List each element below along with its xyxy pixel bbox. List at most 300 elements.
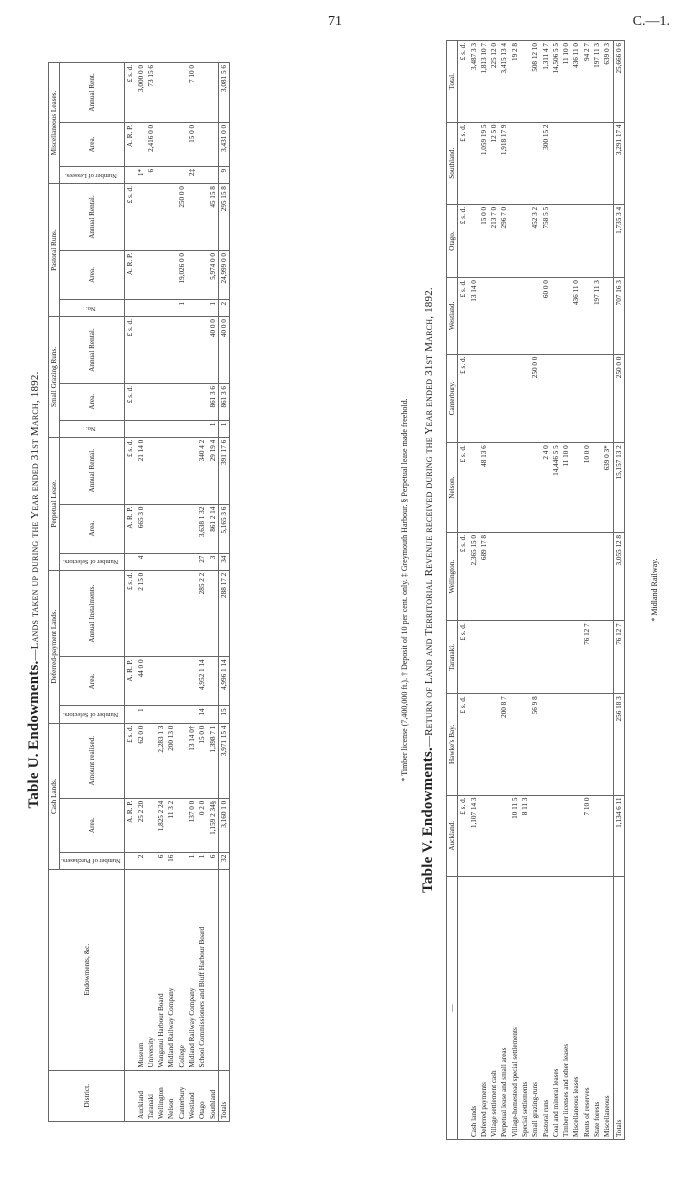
table-cell: 11 10 0 <box>561 41 571 123</box>
table-cell: 3,000 0 0 <box>136 63 146 123</box>
table-cell: 1 <box>208 299 219 316</box>
table-cell: 15 0 0 <box>187 122 197 166</box>
table-cell <box>541 354 551 443</box>
table-cell: 15 0 0 <box>197 723 207 798</box>
table-cell <box>510 443 520 533</box>
table-cell: 1,825 2 24 <box>156 798 166 852</box>
table-cell <box>177 553 187 570</box>
table-cell: 1,159 2 34§ <box>208 798 219 852</box>
table-cell: 48 13 6 <box>479 443 489 533</box>
unit-label: £ s. d. <box>458 278 469 354</box>
table-cell <box>187 657 197 706</box>
total-cell: 40 0 0 <box>218 317 229 384</box>
table-cell <box>208 706 219 723</box>
table-cell <box>156 706 166 723</box>
table-cell <box>592 532 602 620</box>
table-cell <box>520 443 530 533</box>
table-cell: 6 <box>156 852 166 869</box>
table-cell <box>166 706 176 723</box>
table-cell <box>136 317 146 384</box>
table-cell <box>499 443 509 533</box>
table-cell: College <box>177 869 187 1070</box>
table-row <box>479 41 489 1140</box>
table-cell: 8 11 3 <box>520 795 530 876</box>
total-cell: 295 15 8 <box>218 184 229 251</box>
table-v-column-header <box>447 41 458 1140</box>
table-cell <box>146 723 156 798</box>
unit-label: £ s. d. <box>458 41 469 123</box>
unit-label: A. R. P. <box>125 798 136 852</box>
total-cell: 5,165 3 6 <box>218 504 229 553</box>
table-cell <box>187 437 197 504</box>
table-cell: University <box>146 869 156 1070</box>
table-cell <box>592 122 602 204</box>
col-header-label: Number of Lessees. <box>65 171 118 179</box>
table-u-units <box>125 63 136 1122</box>
col-header: Area. <box>60 657 125 706</box>
table-cell: 225 12 0 <box>489 41 499 123</box>
table-cell: 19,026 0 0 <box>177 250 187 299</box>
table-cell <box>187 383 197 420</box>
table-cell: Timber licenses and other leases <box>561 877 571 1140</box>
unit-label: A. R. P. <box>125 250 136 299</box>
table-cell <box>187 504 197 553</box>
table-cell: 137 0 0 <box>187 798 197 852</box>
table-cell <box>499 795 509 876</box>
table-u-title: Table U. Endowments.—Lands taken up during the Year ended 31st March, 1892. <box>26 371 42 809</box>
group-header: Perpetual Lease. <box>49 437 60 570</box>
table-cell <box>602 278 613 354</box>
table-row <box>592 41 602 1140</box>
table-cell <box>489 354 499 443</box>
table-row <box>489 41 499 1140</box>
col-header: Otago. <box>447 204 458 277</box>
table-cell: 13 14 0 <box>469 278 479 354</box>
table-cell: Nelson <box>166 1070 176 1121</box>
table-cell <box>510 621 520 694</box>
table-cell <box>499 354 509 443</box>
col-header-label: Number of Selectors. <box>63 558 119 566</box>
table-cell <box>602 204 613 277</box>
table-cell <box>177 420 187 437</box>
table-cell: 452 3 2 <box>530 204 540 277</box>
table-cell <box>551 694 561 795</box>
table-cell: 285 2 2 <box>197 570 207 657</box>
table-cell <box>479 278 489 354</box>
table-cell: 6 <box>208 852 219 869</box>
table-cell: 62 0 0 <box>136 723 146 798</box>
total-cell: Totals <box>218 1070 229 1121</box>
table-cell <box>156 657 166 706</box>
table-cell: 200 13 0 <box>166 723 176 798</box>
table-cell: 15 0 0 <box>479 204 489 277</box>
table-cell: 1,107 14 3 <box>469 795 479 876</box>
table-cell: 340 4 2 <box>197 437 207 504</box>
col-header: Endowments, &c. <box>49 869 125 1070</box>
table-cell <box>561 204 571 277</box>
table-cell <box>530 278 540 354</box>
table-cell <box>156 317 166 384</box>
table-cell <box>156 299 166 316</box>
col-header: Area. <box>60 798 125 852</box>
table-cell: 1* <box>136 166 146 183</box>
table-cell <box>561 532 571 620</box>
total-cell: 2 <box>218 299 229 316</box>
table-cell <box>177 706 187 723</box>
table-cell <box>146 706 156 723</box>
table-cell <box>520 278 530 354</box>
table-cell <box>166 504 176 553</box>
table-cell <box>166 184 176 251</box>
table-cell <box>530 795 540 876</box>
total-cell: 24,999 0 0 <box>218 250 229 299</box>
table-cell <box>561 354 571 443</box>
table-row <box>208 63 219 1122</box>
table-cell <box>146 299 156 316</box>
table-cell <box>208 869 219 1070</box>
table-cell: 300 15 2 <box>541 122 551 204</box>
table-cell <box>177 657 187 706</box>
table-cell <box>571 621 581 694</box>
table-cell: 76 12 7 <box>582 621 592 694</box>
table-cell: 3,638 1 32 <box>197 504 207 553</box>
col-header <box>60 706 125 723</box>
table-cell <box>177 122 187 166</box>
table-cell: 60 0 0 <box>541 278 551 354</box>
table-cell: 436 11 0 <box>571 278 581 354</box>
total-cell: 391 17 6 <box>218 437 229 504</box>
total-cell: Totals <box>613 877 624 1140</box>
table-cell: Otago <box>197 1070 207 1121</box>
table-cell <box>166 63 176 123</box>
col-header: Area. <box>60 122 125 166</box>
document-reference: C.—1. <box>632 14 670 29</box>
group-header: Pastoral Runs. <box>49 184 60 317</box>
col-header <box>60 553 125 570</box>
table-cell <box>208 570 219 657</box>
table-cell: Southland <box>208 1070 219 1121</box>
unit-label <box>125 166 136 183</box>
col-header <box>60 852 125 869</box>
table-cell: 3,415 13 4 <box>499 41 509 123</box>
table-cell: Midland Railway Company <box>187 869 197 1070</box>
total-cell: 288 17 2 <box>218 570 229 657</box>
unit-label: £ s. d. <box>125 437 136 504</box>
table-cell: 40 0 0 <box>208 317 219 384</box>
table-cell <box>197 420 207 437</box>
table-cell <box>602 621 613 694</box>
table-cell: Rents of reserves <box>582 877 592 1140</box>
table-cell: 1,398 7 1 <box>208 723 219 798</box>
totals-row <box>613 41 624 1140</box>
table-cell: 25 2 20 <box>136 798 146 852</box>
table-cell <box>479 354 489 443</box>
total-cell: 861 3 6 <box>218 383 229 420</box>
table-cell <box>571 532 581 620</box>
table-cell <box>136 250 146 299</box>
table-row <box>187 63 197 1122</box>
table-cell: 639 0 3 <box>602 41 613 123</box>
table-cell: School Commissioners and Bluff Harbour Board <box>197 869 207 1070</box>
table-cell <box>187 184 197 251</box>
unit-label: £ s. d. <box>125 383 136 420</box>
table-u-group-header <box>49 63 60 1122</box>
table-cell: 5,974 0 0 <box>208 250 219 299</box>
unit-label: £ s. d. <box>458 122 469 204</box>
table-cell <box>561 795 571 876</box>
total-cell: 76 12 7 <box>613 621 624 694</box>
table-cell: 1 <box>187 852 197 869</box>
table-cell: 29 19 4 <box>208 437 219 504</box>
table-cell: Cash lands <box>469 877 479 1140</box>
col-header <box>60 299 125 316</box>
table-cell <box>520 621 530 694</box>
table-cell <box>469 443 479 533</box>
table-cell <box>197 317 207 384</box>
table-cell <box>166 553 176 570</box>
col-header: Annual Rental. <box>60 184 125 251</box>
table-cell <box>146 437 156 504</box>
col-header: Amount realised. <box>60 723 125 798</box>
table-cell <box>469 122 479 204</box>
table-cell: 1 <box>208 420 219 437</box>
table-cell <box>156 420 166 437</box>
table-cell: 2,365 15 0 <box>469 532 479 620</box>
table-cell <box>551 621 561 694</box>
table-row <box>499 41 509 1140</box>
unit-label: £ s. d. <box>125 63 136 123</box>
table-cell <box>177 570 187 657</box>
table-cell <box>156 504 166 553</box>
table-cell: 2 4 0 <box>541 443 551 533</box>
table-cell: 2,416 0 0 <box>146 122 156 166</box>
table-cell <box>489 621 499 694</box>
table-cell <box>177 317 187 384</box>
table-cell <box>156 553 166 570</box>
table-cell <box>520 204 530 277</box>
table-cell <box>602 795 613 876</box>
table-cell <box>561 621 571 694</box>
table-row <box>166 63 176 1122</box>
table-cell: 1 <box>136 706 146 723</box>
table-cell <box>197 122 207 166</box>
table-cell <box>582 204 592 277</box>
table-cell <box>197 184 207 251</box>
table-cell: Perpetual lease and small areas <box>499 877 509 1140</box>
totals-row <box>218 63 229 1122</box>
table-cell <box>177 63 187 123</box>
table-cell: Auckland <box>136 1070 146 1121</box>
table-cell <box>479 694 489 795</box>
table-cell <box>187 570 197 657</box>
col-header: Annual Rental. <box>60 317 125 384</box>
table-cell <box>166 437 176 504</box>
unit-label <box>125 706 136 723</box>
table-cell: 197 11 3 <box>592 278 602 354</box>
table-cell: 3 <box>208 553 219 570</box>
table-cell <box>166 250 176 299</box>
table-cell <box>489 694 499 795</box>
table-cell <box>499 278 509 354</box>
table-cell: Miscellaneous leases <box>571 877 581 1140</box>
col-header-label: Number of Purchasers. <box>61 857 122 865</box>
table-cell: 861 3 6 <box>208 383 219 420</box>
table-cell: 4 <box>136 553 146 570</box>
table-cell <box>489 795 499 876</box>
table-cell <box>592 354 602 443</box>
table-cell <box>208 166 219 183</box>
table-cell: 2,283 1 3 <box>156 723 166 798</box>
total-cell: 3,055 12 8 <box>613 532 624 620</box>
col-header: — <box>447 877 458 1140</box>
table-cell <box>187 706 197 723</box>
table-cell: 14,446 5 5 <box>551 443 561 533</box>
table-cell: 94 2 7 <box>582 41 592 123</box>
table-cell <box>187 317 197 384</box>
total-cell: 3,291 17 4 <box>613 122 624 204</box>
table-cell <box>166 420 176 437</box>
col-header-label: No. <box>86 304 96 312</box>
table-cell <box>602 694 613 795</box>
table-cell: 21 14 0 <box>136 437 146 504</box>
table-cell <box>551 532 561 620</box>
table-cell: 19 2 8 <box>510 41 520 123</box>
unit-label: £ s. d. <box>458 354 469 443</box>
table-cell <box>551 795 561 876</box>
table-cell: 250 0 0 <box>530 354 540 443</box>
table-cell <box>551 204 561 277</box>
unit-label <box>125 299 136 316</box>
unit-label: A. R. P. <box>125 122 136 166</box>
table-cell <box>541 621 551 694</box>
unit-label <box>125 869 136 1070</box>
total-cell: 25,666 0 6 <box>613 41 624 123</box>
table-cell <box>156 383 166 420</box>
table-u-body <box>136 63 230 1122</box>
table-cell <box>510 354 520 443</box>
table-row <box>520 41 530 1140</box>
table-cell: 2 <box>136 852 146 869</box>
unit-label: £ s. d. <box>458 795 469 876</box>
table-cell: Wanganui Harbour Board <box>156 869 166 1070</box>
group-header: Cash Lands. <box>49 723 60 869</box>
table-cell: 0 2 0 <box>197 798 207 852</box>
table-cell <box>156 63 166 123</box>
table-cell <box>561 694 571 795</box>
table-cell <box>177 852 187 869</box>
table-cell: 436 11 0 <box>571 41 581 123</box>
table-cell: 758 5 5 <box>541 204 551 277</box>
table-u <box>48 62 230 1122</box>
table-cell: 44 0 0 <box>136 657 146 706</box>
total-cell: 707 16 3 <box>613 278 624 354</box>
table-cell <box>582 532 592 620</box>
col-header: Area. <box>60 383 125 420</box>
table-cell <box>208 122 219 166</box>
table-cell <box>510 278 520 354</box>
table-cell: Wellington <box>156 1070 166 1121</box>
table-cell <box>146 383 156 420</box>
table-cell <box>146 504 156 553</box>
table-cell: 7 10 0 <box>187 63 197 123</box>
table-cell <box>551 122 561 204</box>
table-cell <box>571 354 581 443</box>
table-cell: 3,487 3 3 <box>469 41 479 123</box>
group-header: Small Grazing Runs. <box>49 317 60 438</box>
table-v-footnote: * Midland Railway. <box>650 558 659 622</box>
table-cell <box>571 795 581 876</box>
table-cell <box>136 420 146 437</box>
table-cell <box>197 383 207 420</box>
table-cell <box>520 354 530 443</box>
table-row <box>551 41 561 1140</box>
unit-label: A. R. P. <box>125 504 136 553</box>
total-cell: 15 <box>218 706 229 723</box>
col-header: Taranaki. <box>447 621 458 694</box>
col-header: Westland. <box>447 278 458 354</box>
table-cell: State forests <box>592 877 602 1140</box>
table-cell: 508 12 10 <box>530 41 540 123</box>
table-cell: 14 <box>197 706 207 723</box>
table-cell <box>146 250 156 299</box>
col-header-label: Number of Selectors. <box>63 711 119 719</box>
table-v-units <box>458 41 469 1140</box>
table-cell <box>592 621 602 694</box>
table-cell <box>166 317 176 384</box>
col-header: Wellington. <box>447 532 458 620</box>
total-cell: 256 18 3 <box>613 694 624 795</box>
table-cell <box>541 694 551 795</box>
table-row <box>469 41 479 1140</box>
col-header-label: No. <box>86 425 96 433</box>
table-cell <box>520 532 530 620</box>
unit-label: £ s. d. <box>458 204 469 277</box>
table-cell <box>510 532 520 620</box>
unit-label: £ s. d. <box>458 694 469 795</box>
table-cell: 4,952 1 14 <box>197 657 207 706</box>
total-cell: 1,134 6 11 <box>613 795 624 876</box>
table-cell <box>561 278 571 354</box>
table-cell <box>551 354 561 443</box>
table-cell <box>146 317 156 384</box>
table-cell <box>602 354 613 443</box>
table-cell <box>469 621 479 694</box>
table-cell: Canterbury <box>177 1070 187 1121</box>
group-header: Miscellaneous Leases. <box>49 63 60 184</box>
unit-label <box>125 1070 136 1121</box>
table-cell <box>136 299 146 316</box>
table-row <box>582 41 592 1140</box>
table-cell <box>582 278 592 354</box>
table-cell <box>592 204 602 277</box>
col-header: Annual Rental. <box>60 437 125 504</box>
table-cell <box>166 166 176 183</box>
col-header: Area. <box>60 250 125 299</box>
table-cell <box>541 532 551 620</box>
table-cell: Coal and mineral leases <box>551 877 561 1140</box>
table-cell: Westland <box>187 1070 197 1121</box>
table-cell <box>489 278 499 354</box>
col-header: Total. <box>447 41 458 123</box>
table-cell <box>530 122 540 204</box>
unit-label: £ s. d. <box>458 532 469 620</box>
col-header: Nelson. <box>447 443 458 533</box>
table-cell <box>489 443 499 533</box>
table-cell: 7 10 0 <box>582 795 592 876</box>
table-row <box>136 63 146 1122</box>
table-row <box>530 41 540 1140</box>
page-number: 71 <box>328 14 342 29</box>
